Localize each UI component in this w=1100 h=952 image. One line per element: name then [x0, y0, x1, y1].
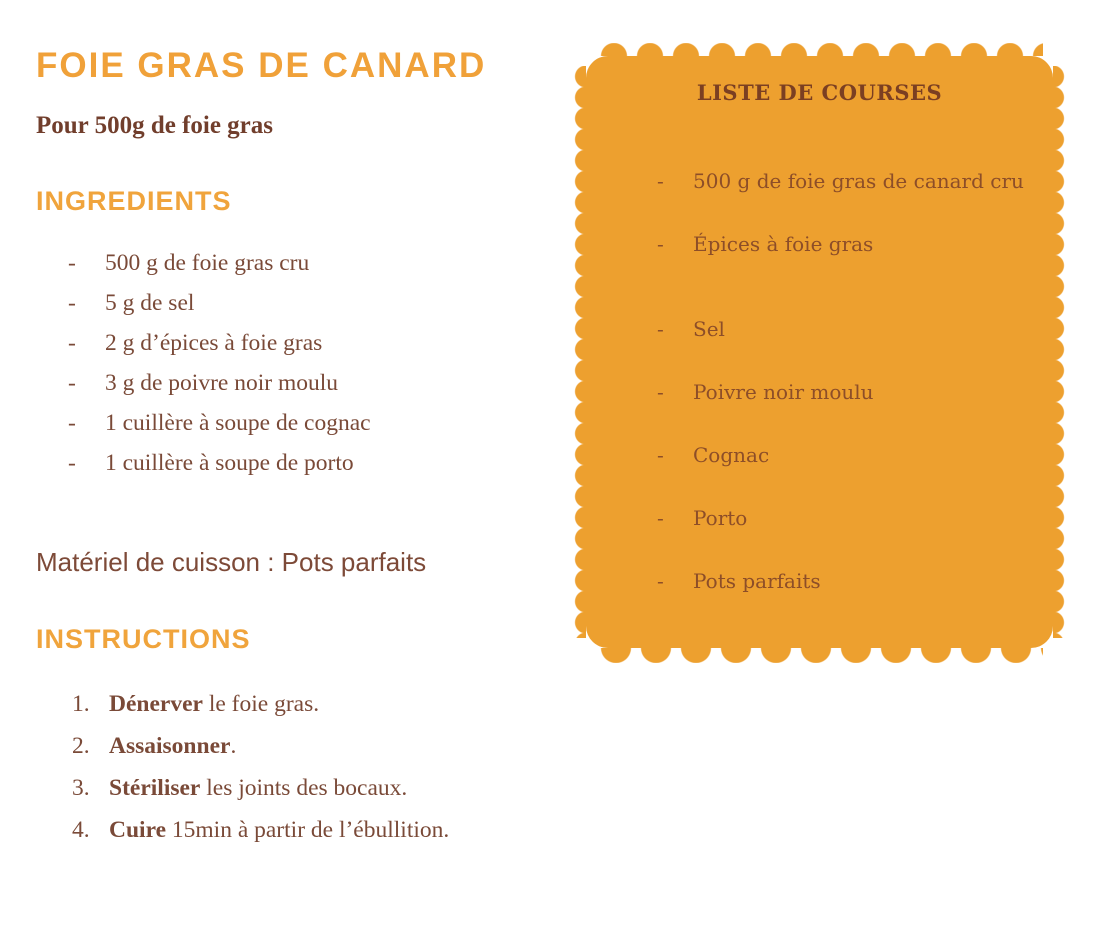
ingredient-item	[68, 283, 581, 323]
instruction-step	[72, 725, 581, 767]
shopping-item-text: Poivre noir moulu	[693, 380, 874, 404]
ingredients-list	[36, 243, 581, 483]
scallop-edge-top	[596, 43, 1043, 56]
bullet-dash: -	[657, 317, 664, 341]
ingredient-item	[68, 363, 581, 403]
ingredient-text: 2 g d’épices à foie gras	[105, 330, 323, 356]
instruction-step	[72, 767, 581, 809]
scallop-edge-bottom	[596, 648, 1043, 663]
bullet-dash: -	[68, 250, 76, 276]
page-title: FOIE GRAS DE CANARD	[36, 46, 487, 85]
bullet-dash: -	[68, 330, 76, 356]
shopping-list-title: LISTE DE COURSES	[696, 80, 943, 105]
shopping-item-text: Porto	[693, 506, 748, 530]
bullet-dash: -	[657, 169, 664, 193]
shopping-item-text: Sel	[693, 317, 725, 341]
ingredient-item	[68, 243, 581, 283]
shopping-item	[657, 443, 1053, 467]
shopping-item	[657, 317, 1053, 341]
step-text: Cuire 15min à partir de l’ébullition.	[109, 817, 450, 843]
bullet-dash: -	[657, 443, 664, 467]
shopping-item	[657, 169, 1053, 193]
ingredient-item	[68, 443, 581, 483]
shopping-items-list	[586, 169, 1053, 593]
bullet-dash: -	[68, 370, 76, 396]
ingredients-heading: INGREDIENTS	[36, 186, 232, 216]
step-number: 2.	[72, 733, 90, 759]
instructions-heading: INSTRUCTIONS	[36, 624, 251, 654]
scallop-edge-right	[1053, 66, 1065, 638]
ingredient-text: 1 cuillère à soupe de cognac	[105, 410, 371, 436]
bullet-dash: -	[68, 290, 76, 316]
shopping-list-card	[586, 56, 1053, 648]
bullet-dash: -	[68, 410, 76, 436]
step-number: 1.	[72, 691, 90, 717]
bullet-dash: -	[657, 380, 664, 404]
ingredient-text: 1 cuillère à soupe de porto	[105, 450, 354, 476]
shopping-item-text: Épices à foie gras	[693, 232, 874, 256]
step-text: Assaisonner.	[109, 733, 237, 759]
shopping-item-text: 500 g de foie gras de canard cru	[693, 169, 1024, 193]
bullet-dash: -	[657, 506, 664, 530]
ingredient-text: 500 g de foie gras cru	[105, 250, 310, 276]
shopping-item-text: Cognac	[693, 443, 770, 467]
shopping-item	[657, 506, 1053, 530]
instruction-step	[72, 809, 581, 851]
bullet-dash: -	[657, 232, 664, 256]
shopping-item	[657, 380, 1053, 404]
instruction-step	[72, 683, 581, 725]
step-text: Dénerver le foie gras.	[109, 691, 320, 717]
cooking-material: Matériel de cuisson : Pots parfaits	[36, 547, 427, 577]
ingredient-item	[68, 403, 581, 443]
ingredient-text: 3 g de poivre noir moulu	[105, 370, 339, 396]
bullet-dash: -	[657, 569, 664, 593]
shopping-item	[657, 232, 1053, 256]
step-text: Stériliser les joints des bocaux.	[109, 775, 408, 801]
shopping-item	[657, 569, 1053, 593]
serving-info: Pour 500g de foie gras	[36, 112, 274, 139]
ingredient-text: 5 g de sel	[105, 290, 195, 316]
ingredient-item	[68, 323, 581, 363]
recipe-column	[36, 44, 581, 851]
step-number: 4.	[72, 817, 90, 843]
step-number: 3.	[72, 775, 90, 801]
bullet-dash: -	[68, 450, 76, 476]
shopping-item-text: Pots parfaits	[693, 569, 821, 593]
instructions-list	[36, 683, 581, 851]
